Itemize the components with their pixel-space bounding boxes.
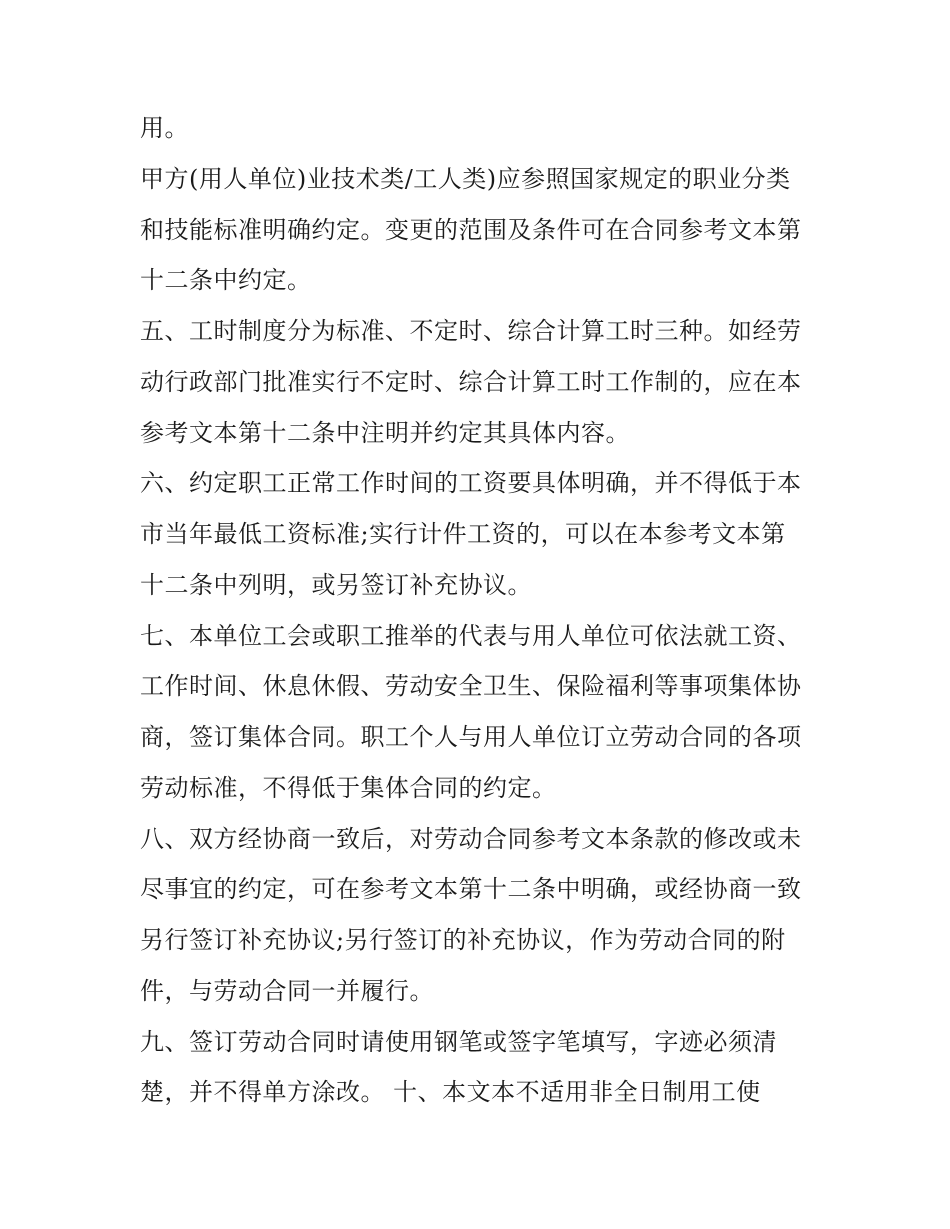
text-line: 五、工时制度分为标准、不定时、综合计算工时三种。如经劳 bbox=[140, 317, 802, 345]
text-line: 七、本单位工会或职工推举的代表与用人单位可依法就工资、 bbox=[140, 621, 802, 650]
text-line: 工作时间、休息休假、劳动安全卫生、保险福利等事项集体协 bbox=[140, 672, 802, 701]
text-line: 十二条中列明，或另签订补充协议。 bbox=[140, 570, 532, 599]
text-line: 劳动标准，不得低于集体合同的约定。 bbox=[140, 773, 557, 802]
text-line: 商，签订集体合同。职工个人与用人单位订立劳动合同的各项 bbox=[140, 723, 802, 751]
text-line: 八、双方经协商一致后，对劳动合同参考文本条款的修改或未 bbox=[140, 824, 802, 853]
text-line: 甲方(用人单位)业技术类/工人类)应参照国家规定的职业分类 bbox=[140, 164, 791, 193]
text-line: 十二条中约定。 bbox=[140, 266, 312, 295]
text-line: 动行政部门批准实行不定时、综合计算工时工作制的，应在本 bbox=[140, 367, 802, 396]
text-line: 和技能标准明确约定。变更的范围及条件可在合同参考文本第 bbox=[140, 215, 802, 244]
text-line: 尽事宜的约定，可在参考文本第十二条中明确，或经协商一致 bbox=[140, 875, 802, 904]
text-line: 另行签订补充协议;另行签订的补充协议，作为劳动合同的附 bbox=[140, 926, 786, 954]
text-line: 楚，并不得单方涂改。 十、本文本不适用非全日制用工使 bbox=[140, 1078, 761, 1107]
text-line: 九、签订劳动合同时请使用钢笔或签字笔填写，字迹必须清 bbox=[140, 1027, 777, 1056]
text-line: 参考文本第十二条中注明并约定其具体内容。 bbox=[140, 418, 630, 447]
document-body bbox=[140, 103, 820, 1118]
text-line: 件，与劳动合同一并履行。 bbox=[140, 976, 434, 1005]
text-line: 六、约定职工正常工作时间的工资要具体明确，并不得低于本 bbox=[140, 469, 802, 498]
text-line: 用。 bbox=[140, 114, 189, 142]
text-line: 市当年最低工资标准;实行计件工资的，可以在本参考文本第 bbox=[140, 520, 786, 548]
